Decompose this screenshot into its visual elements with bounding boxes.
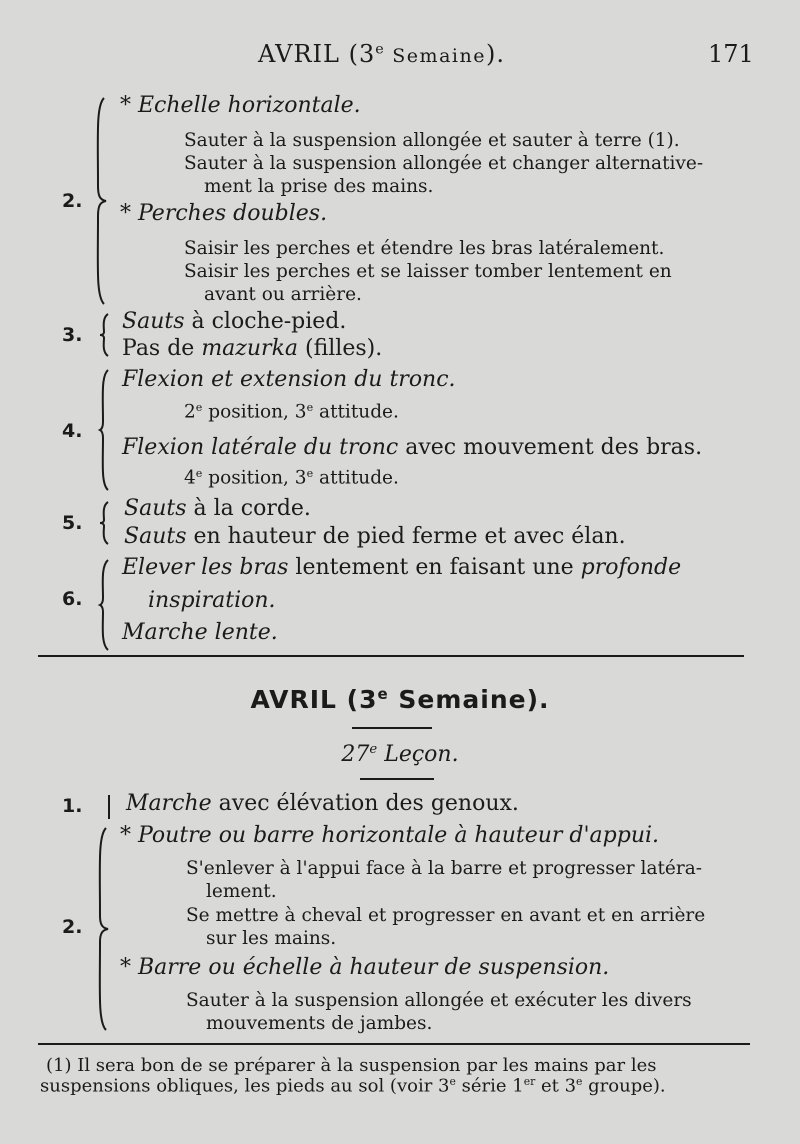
group-number: 4. (62, 420, 83, 442)
brace (96, 826, 116, 1032)
exercise-line: Sauts à cloche-pied. (122, 309, 347, 334)
exercise-line: avant ou arrière. (204, 284, 362, 305)
group-number: 3. (62, 324, 83, 346)
exercise-line: Marche avec élévation des genoux. (126, 791, 519, 816)
exercise-line: Elever les bras lentement en faisant une profonde (122, 555, 682, 580)
exercise-line: sur les mains. (206, 928, 337, 949)
exercise-line: Sauts à la corde. (124, 496, 311, 521)
section-divider (38, 655, 744, 657)
exercise-line: Saisir les perches et étendre les bras latéralement. (184, 238, 665, 259)
page-number: 171 (708, 40, 754, 68)
exercise-title: * Barre ou échelle à hauteur de suspension. (120, 955, 610, 980)
exercise-line: mouvements de jambes. (206, 1013, 433, 1034)
group-number: 2. (62, 916, 83, 938)
exercise-line: Sauter à la suspension allongée et changer alternative- (184, 153, 704, 174)
title-underline (360, 778, 434, 780)
brace (98, 312, 114, 358)
footnote-line: (1) Il sera bon de se préparer à la suspension par les mains par les (46, 1055, 657, 1076)
exercise-title: * Perches doubles. (120, 201, 328, 226)
position-line: 4e position, 3e attitude. (184, 467, 399, 489)
exercise-title: * Poutre ou barre horizontale à hauteur d'appui. (120, 823, 660, 848)
exercise-title: Flexion latérale du tronc avec mouvement des bras. (122, 435, 703, 460)
exercise-title: Flexion et extension du tronc. (122, 367, 456, 392)
exercise-line: Pas de mazurka (filles). (122, 336, 383, 361)
exercise-line: lement. (206, 881, 277, 902)
brace (98, 558, 116, 652)
exercise-line: Sauter à la suspension allongée et sauter à terre (1). (184, 130, 680, 151)
exercise-line: ment la prise des mains. (204, 176, 434, 197)
lesson-title: 27e Leçon. (341, 742, 459, 767)
exercise-line: Se mettre à cheval et progresser en avant et en arrière (186, 905, 706, 926)
exercise-line: Sauter à la suspension allongée et exécuter les divers (186, 990, 692, 1011)
exercise-line: S'enlever à l'appui face à la barre et progresser latéra- (186, 858, 702, 879)
footnote-line: suspensions obliques, les pieds au sol (voir 3e série 1er et 3e groupe). (40, 1075, 666, 1097)
group-number: 2. (62, 190, 83, 212)
section-title: AVRIL (3e Semaine). (250, 685, 550, 714)
exercise-line: Sauts en hauteur de pied ferme et avec élan. (124, 524, 626, 549)
group-number: 5. (62, 512, 83, 534)
exercise-line: Marche lente. (122, 620, 278, 645)
exercise-line: inspiration. (148, 588, 276, 613)
running-header: AVRIL (3e Semaine). (258, 40, 505, 68)
brace (98, 500, 114, 546)
exercise-line: Saisir les perches et se laisser tomber lentement en (184, 261, 672, 282)
brace (94, 96, 114, 306)
exercise-title: * Echelle horizontale. (120, 93, 361, 118)
title-underline (352, 727, 432, 729)
group-number: 6. (62, 588, 83, 610)
group-number: 1. (62, 795, 83, 817)
brace (98, 368, 116, 492)
position-line: 2e position, 3e attitude. (184, 401, 399, 423)
group-bar (108, 795, 110, 819)
footnote-divider (38, 1043, 750, 1045)
